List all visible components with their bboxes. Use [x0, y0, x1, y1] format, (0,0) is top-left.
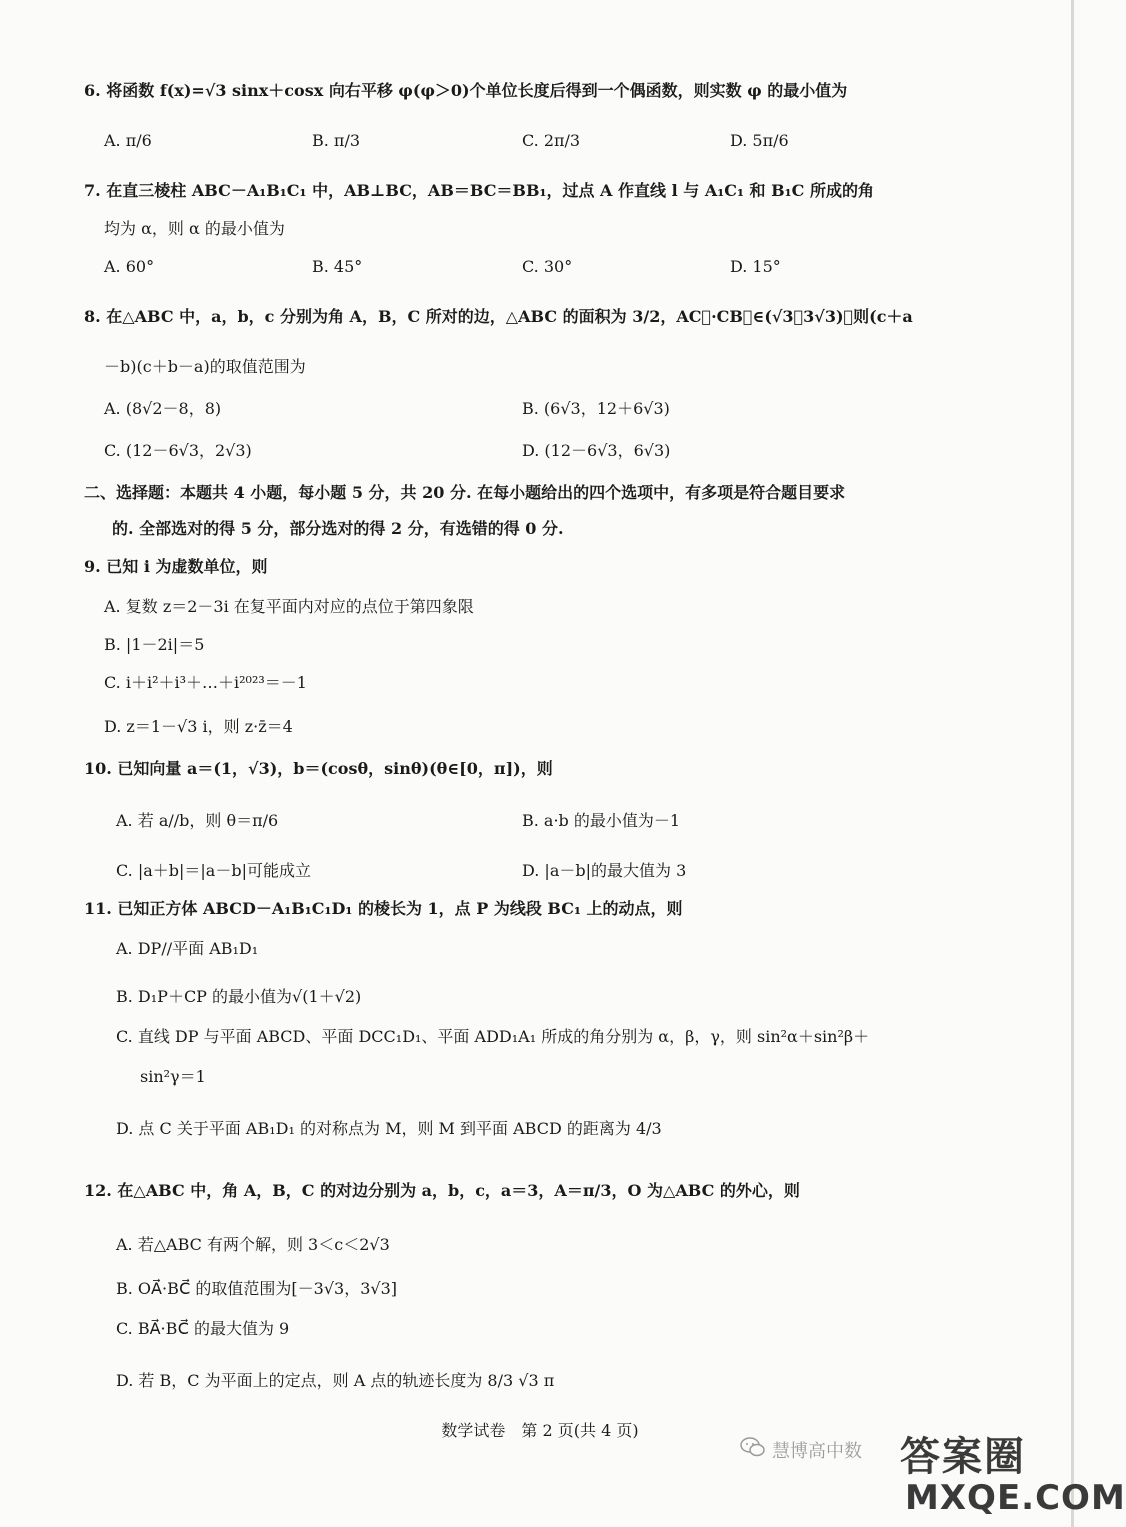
- q9-option-b: B. |1－2i|＝5: [104, 635, 205, 654]
- question-6-stem: 6. 将函数 f(x)=√3 sinx＋cosx 向右平移 φ(φ＞0)个单位长度后得到一个偶函数，则实数 φ 的最小值为: [84, 81, 848, 100]
- section-2-header-line2: 的. 全部选对的得 5 分，部分选对的得 2 分，有选错的得 0 分.: [112, 519, 564, 538]
- question-11-stem: 11. 已知正方体 ABCD－A₁B₁C₁D₁ 的棱长为 1，点 P 为线段 BC₁ 上的动点，则: [84, 899, 683, 918]
- q9-option-c: C. i＋i²＋i³＋…＋i²⁰²³＝－1: [104, 673, 307, 692]
- q11-option-d: D. 点 C 关于平面 AB₁D₁ 的对称点为 M，则 M 到平面 ABCD 的距离为 4/3: [116, 1119, 662, 1138]
- q11-option-b: B. D₁P＋CP 的最小值为√(1＋√2): [116, 987, 362, 1006]
- section-2-header-line1: 二、选择题：本题共 4 小题，每小题 5 分，共 20 分. 在每小题给出的四个选项中，有多项是符合题目要求: [84, 483, 846, 502]
- q6-option-a: A. π/6: [104, 131, 152, 150]
- q8-option-a: A. (8√2－8，8): [104, 399, 222, 418]
- q8-option-b: B. (6√3，12＋6√3): [522, 399, 670, 418]
- question-8-stem-line1: 8. 在△ABC 中，a，b，c 分别为角 A，B，C 所对的边，△ABC 的面积为 3/2，AC⃗·CB⃗∈(√3，3√3)，则(c＋a: [84, 307, 913, 326]
- q10-option-d: D. |a－b|的最大值为 3: [522, 861, 687, 880]
- q6-option-d: D. 5π/6: [730, 131, 789, 150]
- question-8-stem-line2: －b)(c＋b－a)的取值范围为: [104, 357, 306, 376]
- q11-option-c-line2: sin²γ＝1: [140, 1067, 206, 1086]
- q6-option-c: C. 2π/3: [522, 131, 581, 150]
- watermark-logo: 答案圈: [900, 1434, 1026, 1480]
- q11-option-a: A. DP//平面 AB₁D₁: [116, 939, 259, 958]
- q7-option-a: A. 60°: [104, 257, 155, 276]
- q10-option-b: B. a·b 的最小值为－1: [522, 811, 681, 830]
- wechat-icon: [740, 1436, 766, 1458]
- q6-option-b: B. π/3: [312, 131, 361, 150]
- q8-option-c: C. (12－6√3，2√3): [104, 441, 252, 460]
- q9-option-a: A. 复数 z＝2－3i 在复平面内对应的点位于第四象限: [104, 597, 474, 616]
- q7-option-d: D. 15°: [730, 257, 781, 276]
- q12-option-c: C. BA⃗·BC⃗ 的最大值为 9: [116, 1319, 290, 1338]
- q8-option-d: D. (12－6√3，6√3): [522, 441, 671, 460]
- question-10-stem: 10. 已知向量 a＝(1，√3)，b＝(cosθ，sinθ)(θ∈[0，π])，则: [84, 759, 553, 778]
- question-9-stem: 9. 已知 i 为虚数单位，则: [84, 557, 268, 576]
- watermark-text: 慧博高中数: [772, 1441, 862, 1462]
- page-edge: [1071, 0, 1074, 1527]
- q12-option-a: A. 若△ABC 有两个解，则 3＜c＜2√3: [116, 1235, 390, 1254]
- q9-option-d: D. z＝1－√3 i，则 z·z̄＝4: [104, 717, 293, 736]
- q10-option-c: C. |a＋b|＝|a－b|可能成立: [116, 861, 311, 880]
- question-12-stem: 12. 在△ABC 中，角 A，B，C 的对边分别为 a，b，c，a＝3，A＝π/3，O 为△ABC 的外心，则: [84, 1181, 800, 1200]
- q12-option-b: B. OA⃗·BC⃗ 的取值范围为[－3√3，3√3]: [116, 1279, 397, 1298]
- page-footer: 数学试卷 第 2 页(共 4 页): [441, 1421, 639, 1440]
- q10-option-a: A. 若 a//b，则 θ＝π/6: [116, 811, 279, 830]
- question-7-stem-line1: 7. 在直三棱柱 ABC－A₁B₁C₁ 中，AB⊥BC，AB＝BC＝BB₁，过点 A 作直线 l 与 A₁C₁ 和 B₁C 所成的角: [84, 181, 874, 200]
- watermark-url: MXQE.COM: [905, 1478, 1126, 1518]
- q11-option-c-line1: C. 直线 DP 与平面 ABCD、平面 DCC₁D₁、平面 ADD₁A₁ 所成的角分别为 α，β，γ，则 sin²α＋sin²β＋: [116, 1027, 870, 1046]
- q7-option-c: C. 30°: [522, 257, 573, 276]
- q7-option-b: B. 45°: [312, 257, 363, 276]
- question-7-stem-line2: 均为 α，则 α 的最小值为: [104, 219, 285, 238]
- q12-option-d: D. 若 B，C 为平面上的定点，则 A 点的轨迹长度为 8/3 √3 π: [116, 1371, 555, 1390]
